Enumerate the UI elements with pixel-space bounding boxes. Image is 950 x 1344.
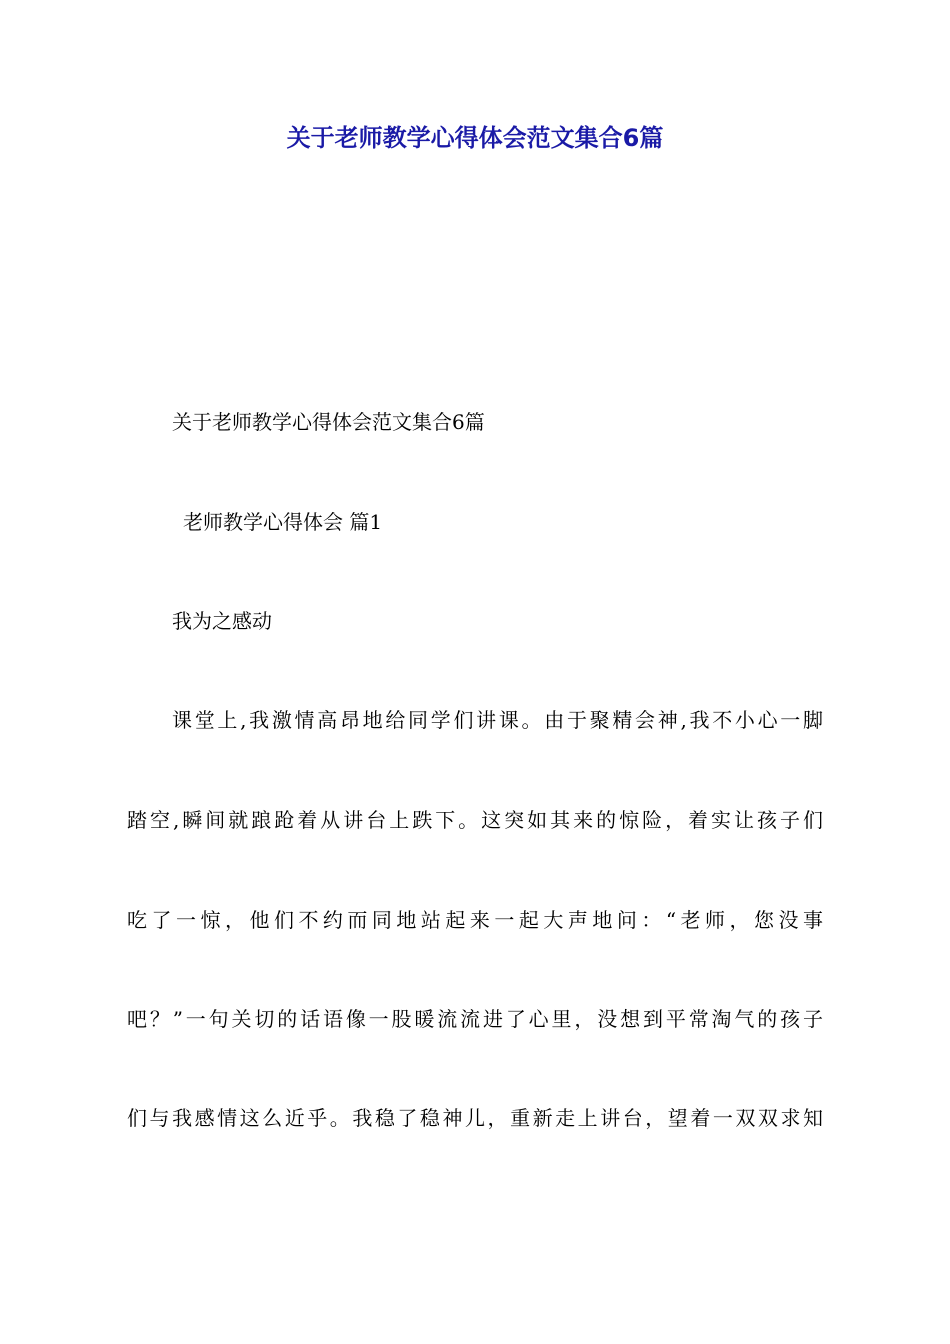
paragraph-line: 吃了一惊，他们不约而同地站起来一起大声地问：“老师，您没事 [127,908,823,932]
article-title: 我为之感动 [172,609,272,633]
paragraph-line: 吧？”一句关切的话语像一股暖流流进了心里，没想到平常淘气的孩子 [127,1007,823,1031]
paragraph-line: 课堂上,我激情高昂地给同学们讲课。由于聚精会神,我不小心一脚 [172,708,823,732]
paragraph-line: 们与我感情这么近乎。我稳了稳神儿，重新走上讲台，望着一双双求知 [127,1106,823,1130]
section-heading: 老师教学心得体会 篇1 [183,510,383,534]
document-title: 关于老师教学心得体会范文集合6篇 [286,124,664,152]
intro-line: 关于老师教学心得体会范文集合6篇 [172,410,485,434]
paragraph-line: 踏空,瞬间就踉跄着从讲台上跌下。这突如其来的惊险，着实让孩子们 [127,808,823,832]
